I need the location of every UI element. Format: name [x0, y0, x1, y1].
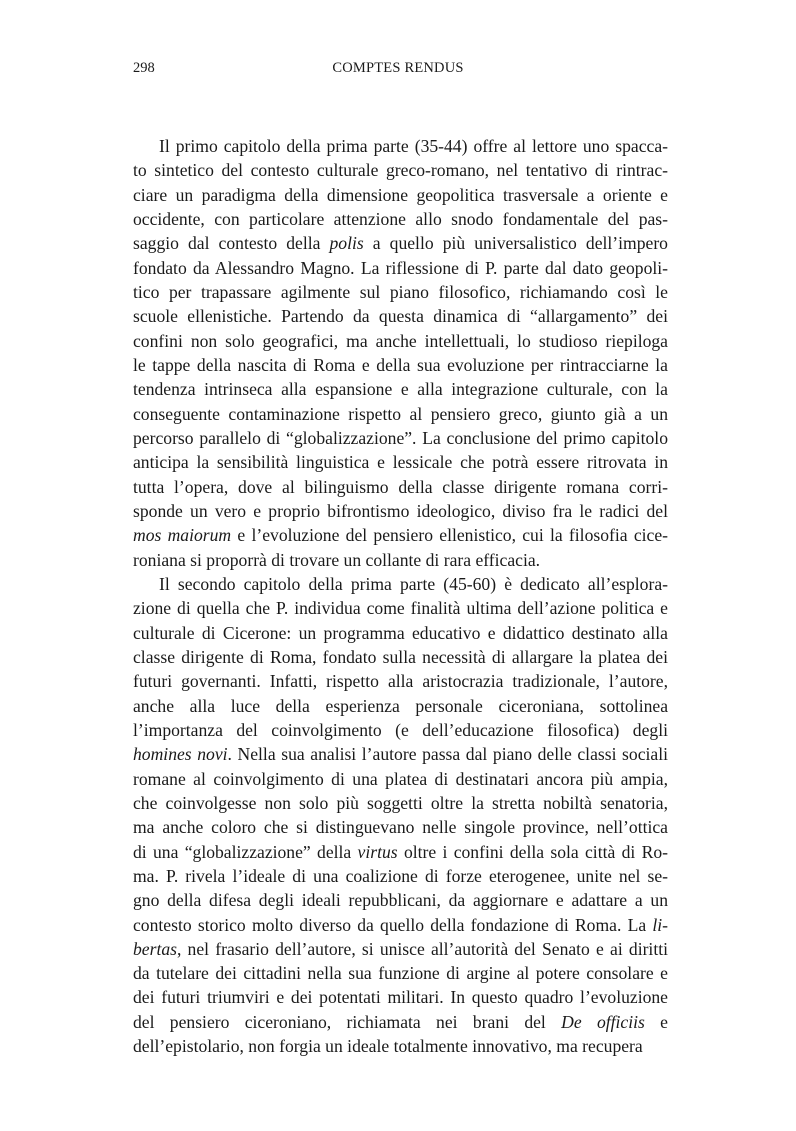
text-line	[133, 767, 668, 791]
text-line	[133, 256, 668, 280]
text-line	[133, 353, 668, 377]
text-segment: anche alla luce della esperienza personale ciceroniana, sottolinea	[133, 695, 668, 716]
text-line	[133, 645, 668, 669]
text-segment: confini non solo geografici, ma anche intellettuali, lo studioso riepiloga	[133, 330, 668, 351]
text-line	[133, 304, 668, 328]
text-segment: , nel frasario dell’autore, si unisce all’autorità del Senato e ai diritti	[176, 938, 668, 959]
text-segment: contesto storico molto diverso da quello della fondazione di Roma. La	[133, 914, 653, 935]
text-line	[133, 791, 668, 815]
text-line	[133, 961, 668, 985]
text-line	[133, 1034, 668, 1058]
text-line	[133, 937, 668, 961]
text-segment: . Nella sua analisi l’autore passa dal piano delle classi sociali	[227, 744, 668, 765]
page-number: 298	[133, 60, 155, 76]
text-segment: l’importanza del coinvolgimento (e dell’educazione filosofica) degli	[133, 719, 668, 740]
text-segment: di una “globalizzazione” della	[133, 841, 358, 862]
text-segment: occidente, con particolare attenzione allo snodo fondamentale del pas-	[133, 208, 668, 229]
text-segment: Il secondo capitolo della prima parte (45-60) è dedicato all’esplora-	[159, 573, 668, 594]
text-segment: futuri governanti. Infatti, rispetto alla aristocrazia tradizionale, l’autore,	[133, 671, 668, 692]
text-line	[133, 231, 668, 255]
text-segment: anticipa la sensibilità linguistica e lessicale che potrà essere ritrovata in	[133, 452, 668, 473]
text-line	[133, 158, 668, 182]
italic-text: mos maiorum	[133, 525, 232, 546]
text-segment: dei futuri triumviri e dei potentati militari. In questo quadro l’evoluzione	[133, 987, 668, 1008]
text-line	[133, 913, 668, 937]
text-segment: tendenza intrinseca alla espansione e alla integrazione culturale, con la	[133, 379, 668, 400]
text-segment: tico per trapassare agilmente sul piano filosofico, richiamando così le	[133, 281, 668, 302]
text-line	[133, 377, 668, 401]
text-segment: sponde un vero e proprio bifrontismo ideologico, diviso fra le radici del	[133, 500, 668, 521]
text-segment: oltre i confini della sola città di Ro-	[397, 841, 668, 862]
text-line	[133, 694, 668, 718]
text-line	[133, 572, 668, 596]
text-segment: to sintetico del contesto culturale greco-romano, nel tentativo di rintrac-	[133, 160, 668, 181]
text-line	[133, 815, 668, 839]
italic-text: li-	[652, 914, 668, 935]
text-line	[133, 475, 668, 499]
text-segment: conseguente contaminazione rispetto al pensiero greco, giunto già a un	[133, 403, 668, 424]
text-line	[133, 548, 668, 572]
text-line	[133, 596, 668, 620]
text-segment: e l’evoluzione del pensiero ellenistico, cui la filosofia cice-	[231, 525, 668, 546]
text-line	[133, 523, 668, 547]
text-segment: saggio dal contesto della	[133, 233, 330, 254]
text-segment: romane al coinvolgimento di una platea di destinatari ancora più ampia,	[133, 768, 668, 789]
text-line	[133, 864, 668, 888]
text-segment: tutta l’opera, dove al bilinguismo della classe dirigente romana corri-	[133, 476, 668, 497]
text-line	[133, 742, 668, 766]
text-segment: gno della difesa degli ideali repubblicani, da aggiornare e adattare a un	[133, 890, 668, 911]
italic-text: bertas	[133, 938, 177, 959]
text-line	[133, 402, 668, 426]
text-segment: zione di quella che P. individua come finalità ultima dell’azione politica e	[133, 598, 668, 619]
text-line	[133, 450, 668, 474]
text-line	[133, 134, 668, 158]
text-segment: e	[644, 1011, 668, 1032]
text-line	[133, 499, 668, 523]
text-segment: fondato da Alessandro Magno. La riflessione di P. parte dal dato geopoli-	[133, 257, 668, 278]
italic-text: De officiis	[561, 1011, 645, 1032]
text-line	[133, 329, 668, 353]
text-segment: Il primo capitolo della prima parte (35-44) offre al lettore uno spacca-	[159, 136, 668, 156]
text-line	[133, 280, 668, 304]
text-segment: da tutelare dei cittadini nella sua funzione di argine al potere consolare e	[133, 963, 668, 984]
text-line	[133, 183, 668, 207]
text-segment: ciare un paradigma della dimensione geopolitica trasversale a oriente e	[133, 184, 668, 205]
text-segment: classe dirigente di Roma, fondato sulla necessità di allargare la platea dei	[133, 646, 668, 667]
text-segment: che coinvolgesse non solo più soggetti oltre la stretta nobiltà senatoria,	[133, 792, 668, 813]
text-line	[133, 888, 668, 912]
text-segment: ma. P. rivela l’ideale di una coalizione di forze eterogenee, unite nel se-	[133, 865, 668, 886]
running-title: COMPTES RENDUS	[332, 60, 464, 76]
italic-text: homines novi	[133, 744, 228, 765]
paragraph	[133, 572, 668, 1059]
text-segment: le tappe della nascita di Roma e della sua evoluzione per rintracciarne la	[133, 354, 668, 375]
text-line	[133, 718, 668, 742]
italic-text: virtus	[357, 841, 398, 862]
text-segment: dell’epistolario, non forgia un ideale totalmente innovativo, ma recupera	[133, 1036, 643, 1057]
text-line	[133, 207, 668, 231]
text-line	[133, 669, 668, 693]
text-segment: culturale di Cicerone: un programma educativo e didattico destinato alla	[133, 622, 668, 643]
text-line	[133, 1010, 668, 1034]
italic-text: polis	[329, 233, 364, 254]
body-text	[133, 134, 668, 1058]
text-segment: a quello più universalistico dell’impero	[363, 233, 668, 254]
text-line	[133, 621, 668, 645]
text-segment: roniana si proporrà di trovare un collante di rara efficacia.	[133, 549, 541, 570]
text-segment: percorso parallelo di “globalizzazione”. La conclusione del primo capitolo	[133, 427, 668, 448]
text-line	[133, 985, 668, 1009]
text-segment: scuole ellenistiche. Partendo da questa dinamica di “allargamento” dei	[133, 306, 668, 327]
text-line	[133, 840, 668, 864]
paragraph	[133, 134, 668, 572]
text-segment: del pensiero ciceroniano, richiamata nei brani del	[133, 1011, 562, 1032]
text-line	[133, 426, 668, 450]
text-segment: ma anche coloro che si distinguevano nelle singole province, nell’ottica	[133, 817, 668, 838]
